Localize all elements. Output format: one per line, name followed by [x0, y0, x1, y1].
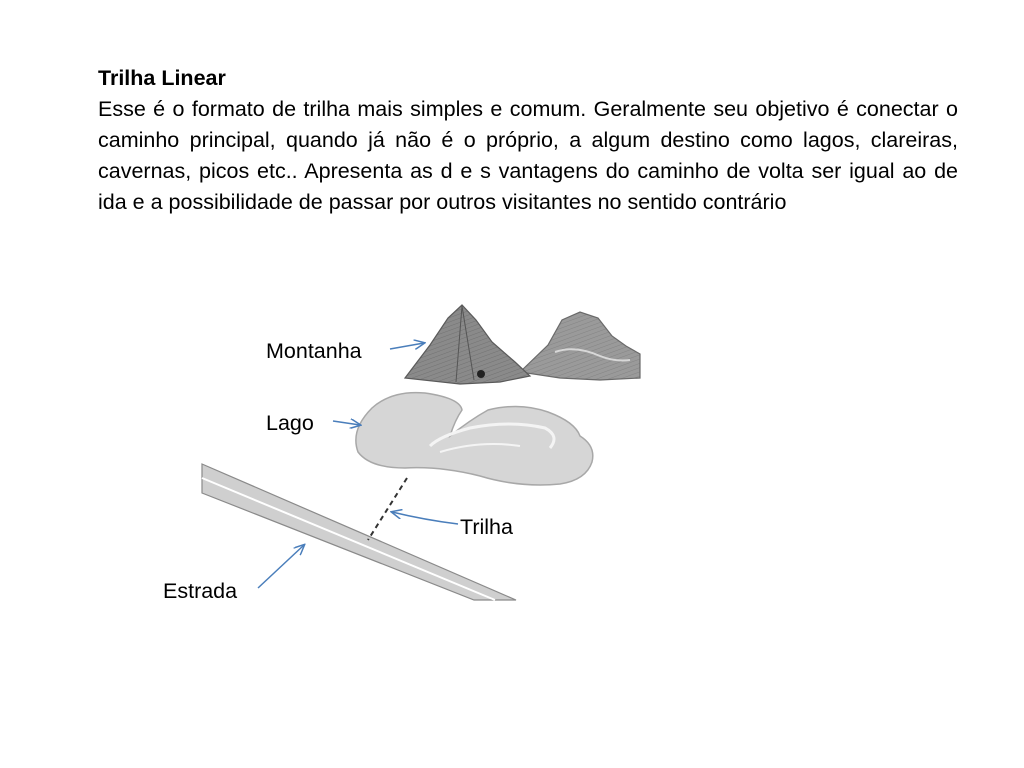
slide-body: Esse é o formato de trilha mais simples e comum. Geralmente seu objetivo é conectar o caminho principal, quando já não é o próprio, a algum destino como lagos, clareiras, cavernas, picos etc.. Apresenta as d e s vantagens do caminho de volta ser igual ao de ida e a possibilidade de passar por outros visitantes no sentido contrário — [98, 97, 958, 214]
road-arrow — [258, 545, 304, 588]
cave-icon — [477, 370, 485, 378]
mountain-label: Montanha — [266, 339, 362, 363]
lake-illustration — [356, 393, 593, 485]
road-label: Estrada — [163, 579, 238, 603]
trail-arrow — [392, 512, 458, 524]
mountain-illustration — [405, 305, 640, 384]
trail-label: Trilha — [460, 515, 513, 539]
lake-arrow — [333, 421, 360, 425]
mountain-arrow — [390, 343, 424, 349]
trail-path — [368, 478, 407, 540]
lake-label: Lago — [266, 411, 314, 435]
slide-title: Trilha Linear — [98, 66, 226, 90]
